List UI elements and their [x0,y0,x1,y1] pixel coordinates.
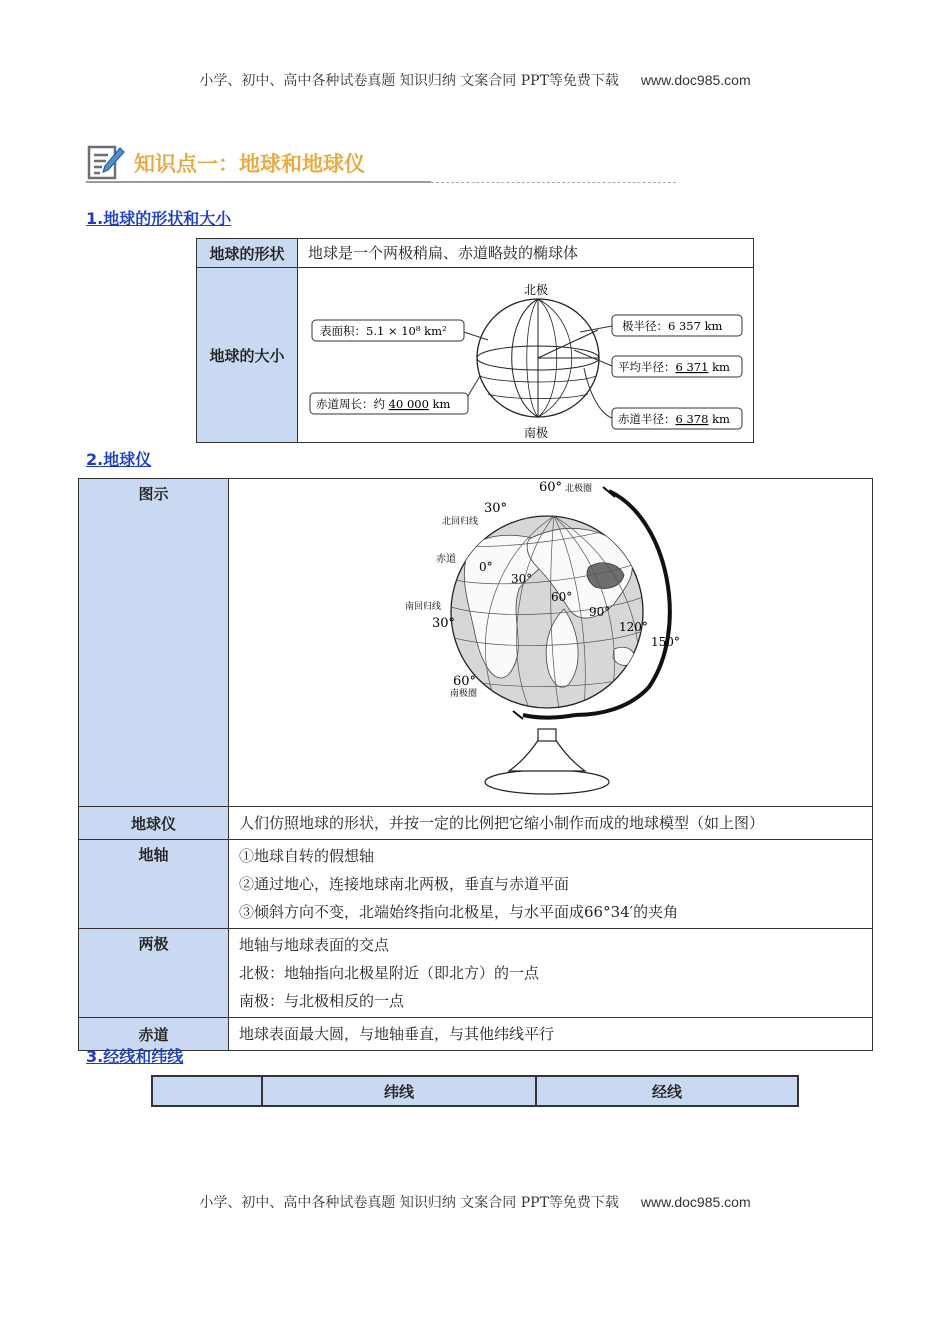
poles-row-text [229,929,873,1018]
section-heading-lat-lon[interactable]: 3.经线和纬线 [86,1047,184,1066]
tropic-capricorn-label: 南回归线 [405,602,442,612]
size-label: 地球的大小 [197,268,298,443]
tropic-cancer-label: 北回归线 [442,517,479,527]
axis-line-3: ③倾斜方向不变，北端始终指向北极星，与水平面成66°34′的夹角 [239,903,679,921]
page-footer [0,1192,950,1212]
lat-60s-label: 60° [453,674,477,689]
mean-radius-text: 平均半径：6 371 km [618,360,730,374]
shape-text: 地球是一个两极稍扁、赤道略鼓的椭球体 [298,239,754,268]
lon-0-label: 0° [479,560,493,574]
poles-line-1: 地轴与地球表面的交点 [239,936,390,954]
title-underline [86,181,431,183]
shape-label: 地球的形状 [197,239,298,268]
south-pole-label: 南极 [524,426,549,440]
equator-length-text: 赤道周长：约 40 000 km [316,397,451,411]
poles-row-label: 两极 [79,929,229,1018]
equator-row-text: 地球表面最大圆，与地轴垂直，与其他纬线平行 [229,1018,873,1051]
globe-table [78,478,873,1051]
shape-size-table [196,238,754,443]
notepad-pencil-icon [86,142,126,182]
polar-radius-text: 极半径：6 357 km [622,319,723,333]
knowledge-point-title: 知识点一：地球和地球仪 [134,152,365,176]
footer-promo-text: 小学、初中、高中各种试卷真题 知识归纳 文案合同 PPT等免费下载 [199,1195,619,1211]
section-heading-shape-size[interactable]: 1.地球的形状和大小 [86,209,232,228]
knowledge-point-banner [86,142,676,184]
earth-size-diagram-cell [298,268,754,443]
section-heading-globe[interactable]: 2.地球仪 [86,450,152,469]
axis-line-2: ②通过地心，连接地球南北两极，垂直与赤道平面 [239,875,570,893]
longitude-column-header: 经线 [536,1076,798,1106]
lon-60-label: 60° [551,590,573,604]
surface-area-text: 表面积：5.1 × 10⁸ km² [320,324,447,338]
lat-30s-label: 30° [432,616,456,631]
lon-120-label: 120° [619,620,648,634]
lon-150-label: 150° [651,635,680,649]
globe-row-text: 人们仿照地球的形状，并按一定的比例把它缩小制作而成的地球模型（如上图） [229,807,873,840]
lat-30n-label: 30° [484,501,508,516]
lat-lon-table [151,1075,799,1107]
north-pole-label: 北极 [524,283,549,297]
equatorial-radius-text: 赤道半径：6 378 km [618,412,730,426]
title-dashed-line [431,182,676,183]
antarctic-circle-label: 南极圈 [450,689,478,699]
axis-row-text [229,840,873,929]
globe-figure-cell [229,479,873,807]
equator-label: 赤道 [436,554,456,565]
lat-60n-label: 60° [539,480,563,495]
page-header [0,70,950,90]
header-promo-text: 小学、初中、高中各种试卷真题 知识归纳 文案合同 PPT等免费下载 [199,73,619,89]
header-url[interactable]: www.doc985.com [640,72,751,88]
poles-line-2: 北极：地轴指向北极星附近（即北方）的一点 [239,964,540,982]
figure-label: 图示 [79,479,229,807]
axis-line-1: ①地球自转的假想轴 [239,847,375,865]
arctic-circle-label: 北极圈 [565,484,593,494]
lat-lon-blank-header [152,1076,262,1106]
equator-row-label: 赤道 [79,1018,229,1051]
footer-url[interactable]: www.doc985.com [640,1194,751,1210]
latitude-column-header: 纬线 [262,1076,536,1106]
axis-row-label: 地轴 [79,840,229,929]
poles-line-3: 南极：与北极相反的一点 [239,992,405,1010]
lon-90-label: 90° [589,605,611,619]
globe-figure [229,479,872,806]
earth-size-diagram [298,268,752,442]
lon-30-label: 30° [511,572,533,586]
globe-row-label: 地球仪 [79,807,229,840]
